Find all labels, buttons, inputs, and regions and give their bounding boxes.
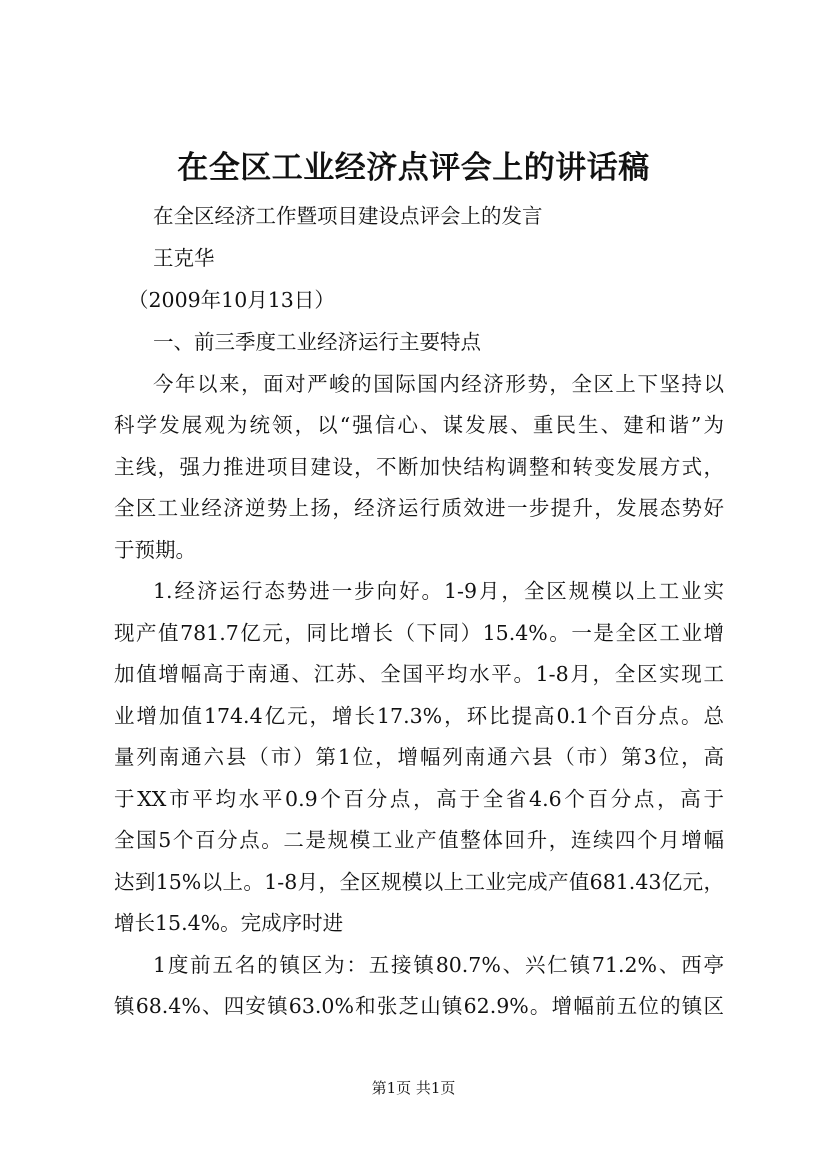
body-line: 现产值781.7亿元，同比增长（下同）15.4%。一是全区工业增 [114, 621, 724, 645]
section-heading: 一、前三季度工业经济运行主要特点 [153, 330, 481, 354]
body-line: 1.经济运行态势进一步向好。1-9月，全区规模以上工业实 [153, 579, 724, 603]
body-line: 加值增幅高于南通、江苏、全国平均水平。1-8月，全区实现工 [114, 662, 724, 686]
body-line: 主线，强力推进项目建设，不断加快结构调整和转变发展方式， [114, 455, 724, 479]
page-number-footer: 第1页 共1页 [371, 1079, 456, 1097]
body-line: 量列南通六县（市）第1位，增幅列南通六县（市）第3位，高 [114, 745, 724, 769]
body-line: 增长15.4%。完成序时进 [114, 911, 344, 935]
body-line: 镇68.4%、四安镇63.0%和张芝山镇62.9%。增幅前五位的镇区 [114, 994, 724, 1018]
body-line: 今年以来，面对严峻的国际国内经济形势，全区上下坚持以 [153, 372, 724, 396]
body-line: 于预期。 [114, 538, 196, 562]
body-line: 达到15%以上。1-8月，全区规模以上工业完成产值681.43亿元， [114, 870, 724, 894]
body-line: 于XX市平均水平0.9个百分点，高于全省4.6个百分点，高于 [114, 787, 724, 811]
body-line: 业增加值174.4亿元，增长17.3%，环比提高0.1个百分点。总 [114, 704, 724, 728]
body-line: 1度前五名的镇区为：五接镇80.7%、兴仁镇71.2%、西亭 [153, 953, 724, 977]
subtitle-line: 在全区经济工作暨项目建设点评会上的发言 [153, 204, 543, 228]
body-line: 全区工业经济逆势上扬，经济运行质效进一步提升，发展态势好 [114, 496, 724, 520]
body-line: 全国5个百分点。二是规模工业产值整体回升，连续四个月增幅 [114, 828, 724, 852]
document-title: 在全区工业经济点评会上的讲话稿 [177, 150, 650, 186]
body-line: 科学发展观为统领，以“强信心、谋发展、重民生、建和谐”为 [114, 413, 724, 437]
date-line: （2009年10月13日） [128, 288, 335, 312]
author-line: 王克华 [153, 246, 215, 270]
